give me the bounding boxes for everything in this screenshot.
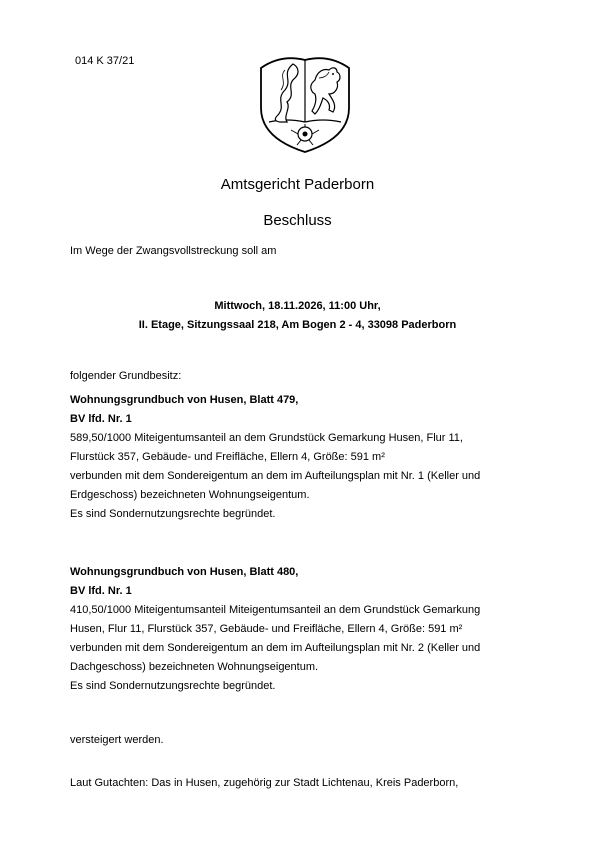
entry-line: Dachgeschoss) bezeichneten Wohnungseigentum. bbox=[70, 661, 319, 673]
entry-line: Es sind Sondernutzungsrechte begründet. bbox=[70, 508, 276, 520]
entry-lfd: BV lfd. Nr. 1 bbox=[70, 413, 132, 425]
appointment-datetime: Mittwoch, 18.11.2026, 11:00 Uhr, bbox=[214, 300, 381, 312]
property-entry bbox=[70, 391, 560, 524]
coat-of-arms-logo bbox=[257, 50, 353, 154]
court-name: Amtsgericht Paderborn bbox=[220, 176, 375, 193]
entry-line: 589,50/1000 Miteigentumsanteil an dem Grundstück Gemarkung Husen, Flur 11, bbox=[70, 432, 463, 444]
entry-line: verbunden mit dem Sondereigentum an dem im Aufteilungsplan mit Nr. 1 (Keller und bbox=[70, 470, 481, 482]
document-title: Beschluss bbox=[263, 212, 332, 229]
entry-line: Flurstück 357, Gebäude- und Freifläche, Ellern 4, Größe: 591 m² bbox=[70, 451, 385, 463]
appointment-block bbox=[0, 297, 595, 335]
appointment-location: II. Etage, Sitzungssaal 218, Am Bogen 2 - 4, 33098 Paderborn bbox=[138, 319, 457, 331]
intro-text: Im Wege der Zwangsvollstreckung soll am bbox=[70, 245, 277, 257]
file-number: 014 K 37/21 bbox=[75, 55, 135, 67]
entry-title: Wohnungsgrundbuch von Husen, Blatt 480, bbox=[70, 566, 299, 578]
entry-line: verbunden mit dem Sondereigentum an dem im Aufteilungsplan mit Nr. 2 (Keller und bbox=[70, 642, 481, 654]
closing-text: versteigert werden. bbox=[70, 734, 164, 746]
property-entry bbox=[70, 563, 560, 696]
entry-title: Wohnungsgrundbuch von Husen, Blatt 479, bbox=[70, 394, 299, 406]
entry-line: 410,50/1000 Miteigentumsanteil Miteigentumsanteil an dem Grundstück Gemarkung bbox=[70, 604, 481, 616]
entry-line: Husen, Flur 11, Flurstück 357, Gebäude- und Freifläche, Ellern 4, Größe: 591 m² bbox=[70, 623, 463, 635]
entry-line: Es sind Sondernutzungsrechte begründet. bbox=[70, 680, 276, 692]
entry-lfd: BV lfd. Nr. 1 bbox=[70, 585, 132, 597]
property-label: folgender Grundbesitz: bbox=[70, 370, 182, 382]
entry-line: Erdgeschoss) bezeichneten Wohnungseigentum. bbox=[70, 489, 310, 501]
appraisal-text: Laut Gutachten: Das in Husen, zugehörig zur Stadt Lichtenau, Kreis Paderborn, bbox=[70, 777, 459, 789]
